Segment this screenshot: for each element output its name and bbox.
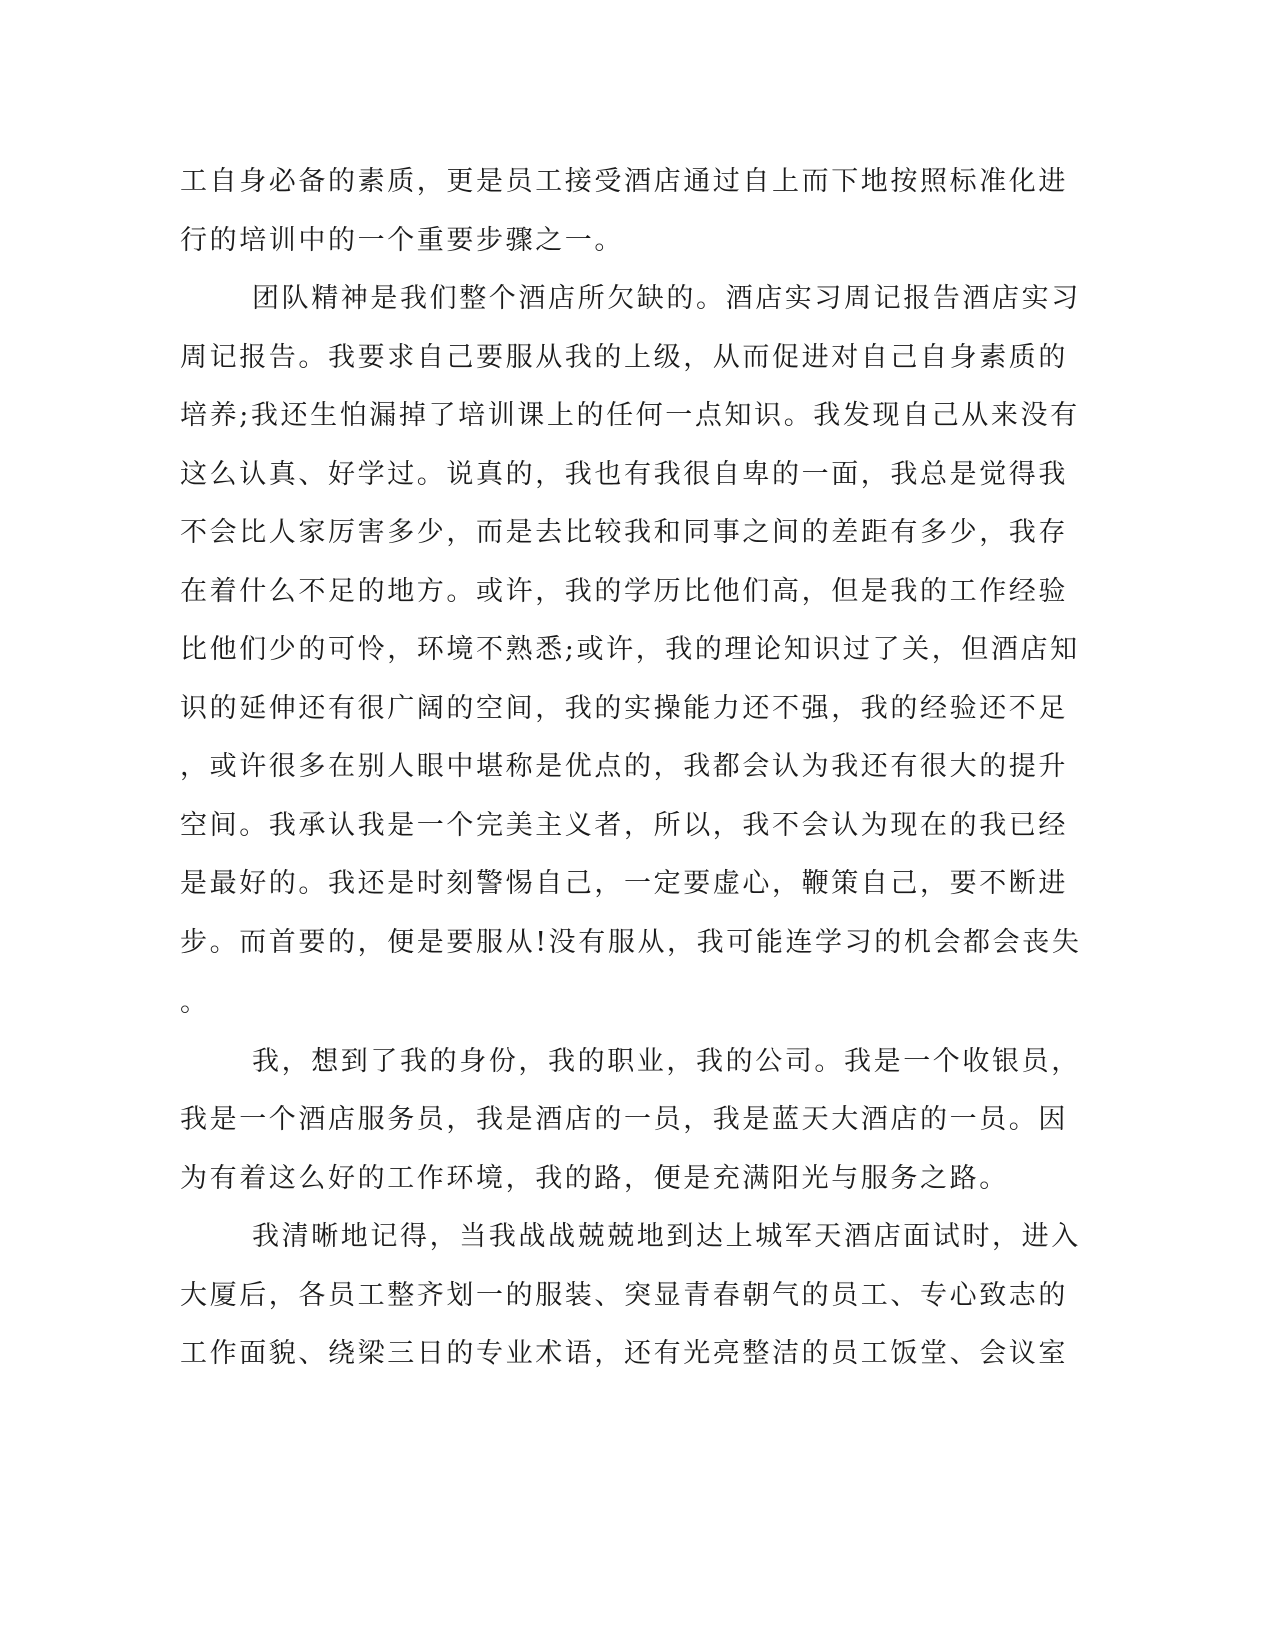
text-line: 空间。我承认我是一个完美主义者，所以，我不会认为现在的我已经 (180, 810, 1068, 841)
text-line: 是最好的。我还是时刻警惕自己，一定要虚心，鞭策自己，要不断进 (180, 868, 1068, 899)
text-line: 行的培训中的一个重要步骤之一。 (180, 225, 624, 256)
paragraph-start-line: 团队精神是我们整个酒店所欠缺的。酒店实习周记报告酒店实习 (252, 283, 1081, 314)
text-line: 这么认真、好学过。说真的，我也有我很自卑的一面，我总是觉得我 (180, 459, 1068, 490)
text-line: 工自身必备的素质，更是员工接受酒店通过自上而下地按照标准化进 (180, 166, 1068, 197)
text-line: ，或许很多在别人眼中堪称是优点的，我都会认为我还有很大的提升 (180, 751, 1068, 782)
text-line: 不会比人家厉害多少，而是去比较我和同事之间的差距有多少，我存 (180, 517, 1068, 548)
text-line: 周记报告。我要求自己要服从我的上级，从而促进对自己自身素质的 (180, 342, 1068, 373)
text-line: 为有着这么好的工作环境，我的路，便是充满阳光与服务之路。 (180, 1163, 1009, 1194)
text-line: 在着什么不足的地方。或许，我的学历比他们高，但是我的工作经验 (180, 576, 1068, 607)
text-line: 比他们少的可怜，环境不熟悉;或许，我的理论知识过了关，但酒店知 (180, 634, 1080, 665)
text-line: 大厦后，各员工整齐划一的服装、突显青春朝气的员工、专心致志的 (180, 1280, 1068, 1311)
text-line: 培养;我还生怕漏掉了培训课上的任何一点知识。我发现自己从来没有 (180, 400, 1080, 431)
paragraph-start-line: 我，想到了我的身份，我的职业，我的公司。我是一个收银员， (252, 1046, 1081, 1077)
text-line: 。 (180, 987, 210, 1018)
text-line: 步。而首要的，便是要服从!没有服从，我可能连学习的机会都会丧失 (180, 927, 1082, 958)
paragraph-start-line: 我清晰地记得，当我战战兢兢地到达上城军天酒店面试时，进入 (252, 1221, 1081, 1252)
text-line: 识的延伸还有很广阔的空间，我的实操能力还不强，我的经验还不足 (180, 693, 1068, 724)
text-line: 我是一个酒店服务员，我是酒店的一员，我是蓝天大酒店的一员。因 (180, 1104, 1068, 1135)
text-line: 工作面貌、绕梁三日的专业术语，还有光亮整洁的员工饭堂、会议室 (180, 1338, 1068, 1369)
